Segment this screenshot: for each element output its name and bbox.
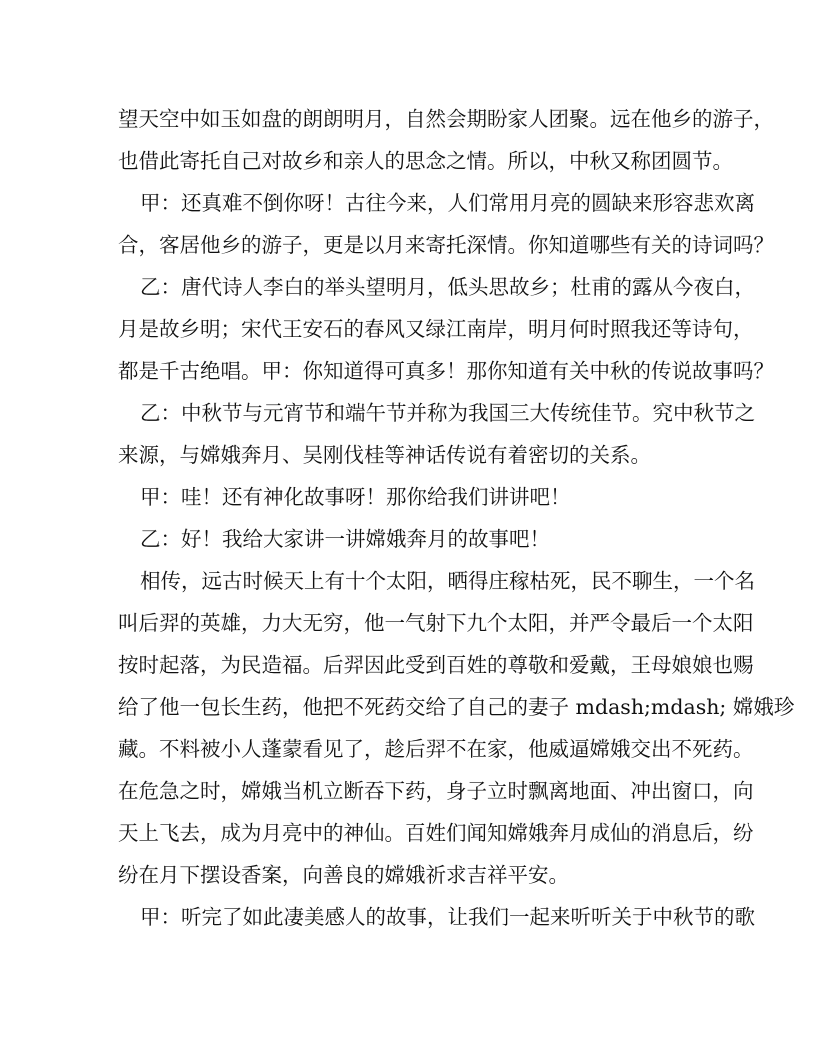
text-line: 乙：唐代诗人李白的举头望明月，低头思故乡；杜甫的露从今夜白，: [140, 275, 755, 299]
text-line: 甲：哇！还有神化故事呀！那你给我们讲讲吧！: [140, 485, 571, 509]
text-line: 月是故乡明；宋代王安石的春风又绿江南岸，明月何时照我还等诗句，: [118, 317, 754, 341]
text-line: 叫后羿的英雄，力大无穷，他一气射下九个太阳，并严令最后一个太阳: [118, 611, 754, 635]
text-line: 按时起落，为民造福。后羿因此受到百姓的尊敬和爱戴，王母娘娘也赐: [118, 653, 754, 677]
text-line: 甲：听完了如此凄美感人的故事，让我们一起来听听关于中秋节的歌: [140, 905, 755, 929]
text-line: 都是千古绝唱。甲：你知道得可真多！那你知道有关中秋的传说故事吗？: [118, 359, 774, 383]
text-line: 相传，远古时候天上有十个太阳，晒得庄稼枯死，民不聊生，一个名: [140, 569, 755, 593]
text-line: 也借此寄托自己对故乡和亲人的思念之情。所以，中秋又称团圆节。: [118, 149, 733, 173]
text-line: 乙：中秋节与元宵节和端午节并称为我国三大传统佳节。究中秋节之: [140, 401, 755, 425]
text-line: 乙：好！我给大家讲一讲嫦娥奔月的故事吧！: [140, 527, 550, 551]
text-line: 来源，与嫦娥奔月、吴刚伐桂等神话传说有着密切的关系。: [118, 443, 651, 467]
text-line: 在危急之时，嫦娥当机立断吞下药，身子立时飘离地面、冲出窗口，向: [118, 779, 754, 803]
text-line: 纷在月下摆设香案，向善良的嫦娥祈求吉祥平安。: [118, 863, 569, 887]
text-line: 天上飞去，成为月亮中的神仙。百姓们闻知嫦娥奔月成仙的消息后，纷: [118, 821, 754, 845]
text-line: 甲：还真难不倒你呀！古往今来，人们常用月亮的圆缺来形容悲欢离: [140, 191, 755, 215]
text-line: 合，客居他乡的游子，更是以月来寄托深情。你知道哪些有关的诗词吗？: [118, 233, 774, 257]
text-line: 藏。不料被小人蓬蒙看见了，趁后羿不在家，他威逼嫦娥交出不死药。: [118, 737, 754, 761]
text-line: 望天空中如玉如盘的朗朗明月，自然会期盼家人团聚。远在他乡的游子，: [118, 107, 774, 131]
text-line: 给了他一包长生药，他把不死药交给了自己的妻子 mdash;mdash; 嫦娥珍: [118, 695, 795, 719]
